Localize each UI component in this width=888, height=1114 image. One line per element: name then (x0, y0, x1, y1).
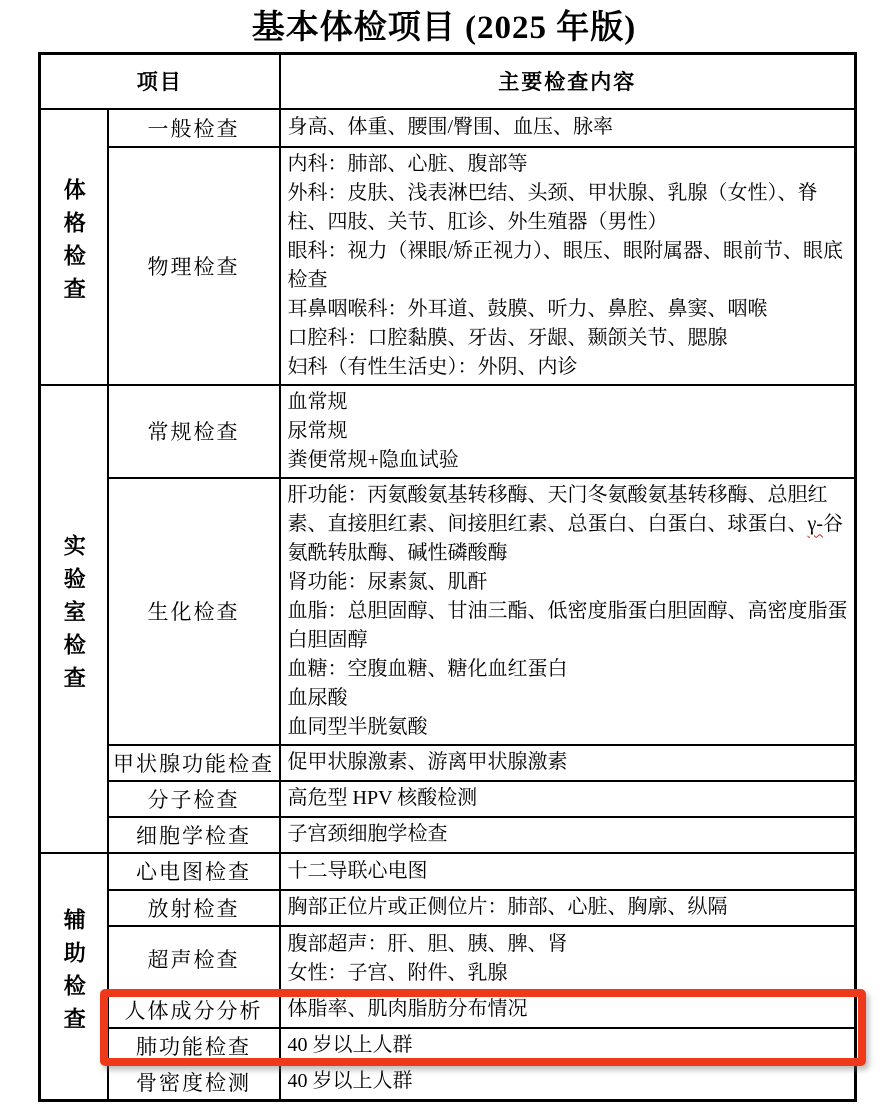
item-molecular-test: 分子检查 (108, 781, 280, 817)
content-line: 外科：皮肤、浅表淋巴结、头颈、甲状腺、乳腺（女性）、脊柱、四肢、关节、肛诊、外生殖器（男性） (287, 181, 818, 233)
content-line: 血常规 (287, 390, 348, 413)
content-line: 耳鼻咽喉科：外耳道、鼓膜、听力、鼻腔、鼻窦、咽喉 (287, 297, 768, 320)
category-auxiliary-exam (40, 853, 108, 1101)
content-line: 高危型 HPV 核酸检测 (287, 787, 478, 809)
item-biochemistry-test: 生化检查 (108, 478, 280, 745)
content-ultrasound-test (280, 926, 856, 992)
content-line: 身高、体重、腰围/臀围、血压、脉率 (287, 116, 614, 138)
content-line: 女性：子宫、附件、乳腺 (287, 961, 508, 984)
category-physical-exam-label: 体格检查 (61, 178, 87, 310)
item-body-composition: 人体成分分析 (108, 992, 280, 1028)
item-ultrasound-test: 超声检查 (108, 926, 280, 992)
content-line: 粪便常规+隐血试验 (287, 448, 459, 471)
content-cytology-test (280, 817, 856, 853)
header-project-cell: 项目 (40, 54, 280, 109)
content-physical-exam (280, 147, 856, 385)
content-line: 40 岁以上人群 (287, 1034, 413, 1056)
content-bone-density (280, 1064, 856, 1101)
liver-function-text: 肝功能：丙氨酸氨基转移酶、天门冬氨酸氨基转移酶、总胆红素、直接胆红素、间接胆红素、总蛋白、白蛋白、球蛋白、 (287, 483, 828, 535)
content-pulmonary-function (280, 1028, 856, 1064)
liver-function-text-cont: 谷氨酰转肽酶、碱性磷酸酶 (287, 512, 843, 564)
content-line: 血脂：总胆固醇、甘油三酯、低密度脂蛋白胆固醇、高密度脂蛋白胆固醇 (287, 599, 848, 651)
content-line: 血尿酸 (287, 686, 348, 709)
item-bone-density: 骨密度检测 (108, 1064, 280, 1101)
checkup-table (38, 52, 857, 1102)
content-line: 眼科：视力（裸眼/矫正视力）、眼压、眼附属器、眼前节、眼底检查 (287, 239, 844, 291)
item-general-exam: 一般检查 (108, 109, 280, 147)
content-biochemistry-test (280, 478, 856, 745)
content-routine-test (280, 385, 856, 478)
category-laboratory-exam (40, 385, 108, 853)
content-line (288, 481, 851, 568)
content-general-exam (280, 109, 856, 147)
content-line: 体脂率、肌肉脂肪分布情况 (287, 998, 528, 1020)
content-body-composition (280, 992, 856, 1028)
content-line: 腹部超声：肝、胆、胰、脾、肾 (287, 932, 568, 955)
content-ecg-test (280, 853, 856, 890)
header-content-cell: 主要检查内容 (280, 54, 856, 109)
content-line: 内科：肺部、心脏、腹部等 (287, 152, 528, 175)
category-laboratory-exam-label: 实验室检查 (61, 533, 87, 699)
content-line: 血糖：空腹血糖、糖化血红蛋白 (287, 657, 568, 680)
content-line: 促甲状腺激素、游离甲状腺激素 (287, 751, 568, 773)
category-physical-exam (40, 109, 108, 385)
content-line: 十二导联心电图 (287, 859, 428, 882)
content-radiology-test (280, 890, 856, 926)
content-line: 胸部正位片或正侧位片：肺部、心脏、胸廓、纵隔 (287, 896, 728, 918)
item-cytology-test: 细胞学检查 (108, 817, 280, 853)
content-line: 口腔科：口腔黏膜、牙齿、牙龈、颞颌关节、腮腺 (287, 326, 728, 349)
content-molecular-test (280, 781, 856, 817)
page-title: 基本体检项目 (2025 年版) (251, 10, 637, 46)
item-thyroid-function-test: 甲状腺功能检查 (108, 745, 280, 781)
content-line: 肾功能：尿素氮、肌酐 (287, 570, 488, 593)
content-thyroid-function-test (280, 745, 856, 781)
category-auxiliary-exam-label: 辅助检查 (61, 907, 87, 1040)
content-line: 妇科（有性生活史）：外阴、内诊 (287, 355, 578, 378)
content-line: 40 岁以上人群 (287, 1070, 413, 1092)
item-ecg-test: 心电图检查 (108, 853, 280, 890)
content-line: 血同型半胱氨酸 (287, 715, 428, 738)
item-radiology-test: 放射检查 (108, 890, 280, 926)
item-pulmonary-function: 肺功能检查 (108, 1028, 280, 1064)
gamma-spellcheck-text: γ- (807, 512, 823, 535)
item-physical-exam: 物理检查 (108, 147, 280, 385)
item-routine-test: 常规检查 (108, 385, 280, 478)
content-line: 尿常规 (287, 419, 348, 442)
content-line: 子宫颈细胞学检查 (287, 823, 448, 845)
